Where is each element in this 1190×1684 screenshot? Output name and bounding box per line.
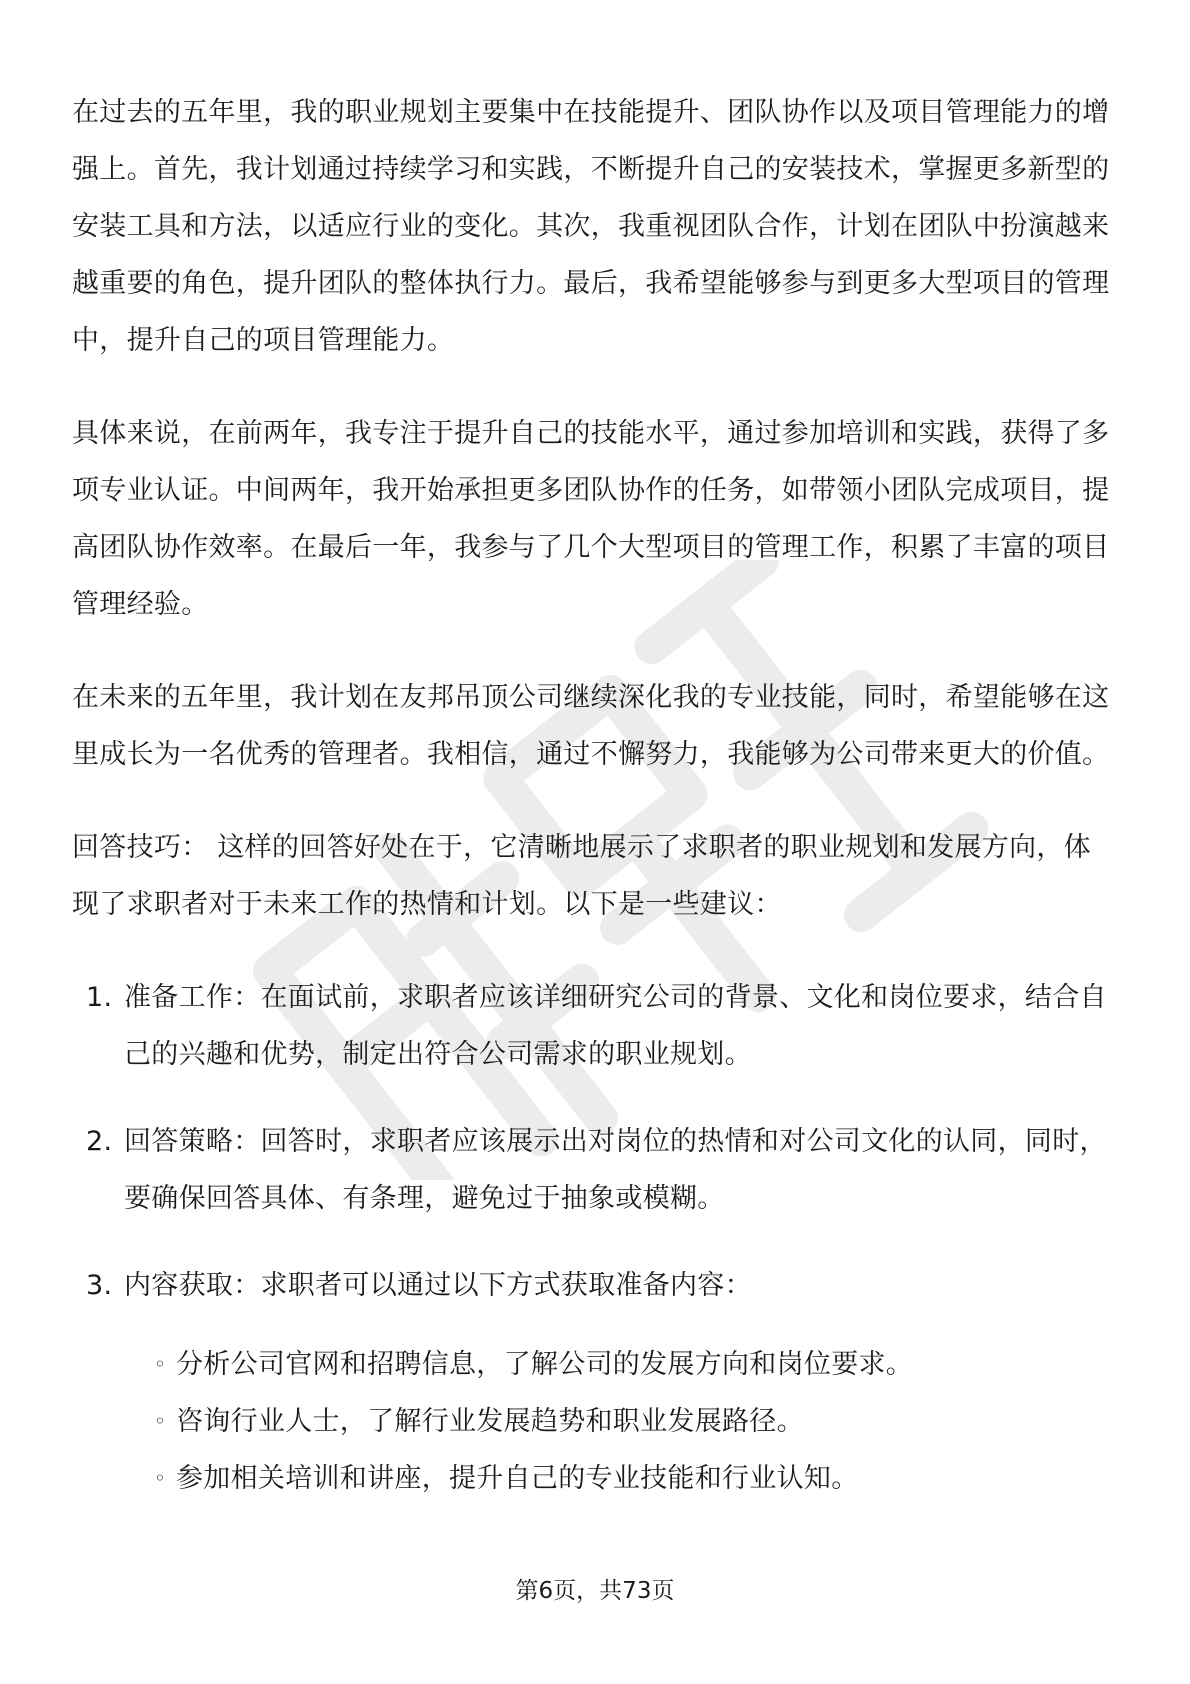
tip-number: 3. [86,1270,113,1301]
tip-item-3 [72,1257,1112,1507]
sub-item [124,1450,1112,1507]
hollow-bullet-icon: ◦ [154,1466,167,1490]
hollow-bullet-icon: ◦ [154,1352,167,1376]
paragraph-details: 具体来说，在前两年，我专注于提升自己的技能水平，通过参加培训和实践，获得了多项专业认证。中间两年，我开始承担更多团队协作的任务，如带领小团队完成项目，提高团队协作效率。在最后一年，我参与了几个大型项目的管理工作，积累了丰富的项目管理经验。 [72,418,1110,620]
paragraph-future: 在未来的五年里，我计划在友邦吊顶公司继续深化我的专业技能，同时，希望能够在这里成长为一名优秀的管理者。我相信，通过不懈努力，我能够为公司带来更大的价值。 [72,682,1110,770]
tip-text: 内容获取：求职者可以通过以下方式获取准备内容： [124,1270,752,1301]
sub-item [124,1336,1112,1393]
tip-number: 1. [86,982,113,1013]
sub-item [124,1393,1112,1450]
hollow-bullet-icon: ◦ [154,1409,167,1433]
tip-item-1 [72,969,1112,1083]
tips-list [72,969,1112,1507]
sub-items-list [124,1336,1112,1507]
paragraph-career-plan: 在过去的五年里，我的职业规划主要集中在技能提升、团队协作以及项目管理能力的增强上。首先，我计划通过持续学习和实践，不断提升自己的安装技术，掌握更多新型的安装工具和方法，以适应行业的变化。其次，我重视团队合作，计划在团队中扮演越来越重要的角色，提升团队的整体执行力。最后，我希望能够参与到更多大型项目的管理中，提升自己的项目管理能力。 [72,97,1110,356]
tip-text: 准备工作：在面试前，求职者应该详细研究公司的背景、文化和岗位要求，结合自己的兴趣和优势，制定出符合公司需求的职业规划。 [124,982,1107,1070]
paragraph-answer-tips: 回答技巧： 这样的回答好处在于，它清晰地展示了求职者的职业规划和发展方向，体现了求职者对于未来工作的热情和计划。以下是一些建议： [72,832,1091,920]
tip-number: 2. [86,1126,113,1157]
document-body [72,84,1112,1537]
page-number: 第6页，共73页 [515,1578,675,1604]
tip-item-2 [72,1113,1112,1227]
sub-item-text: 咨询行业人士，了解行业发展趋势和职业发展路径。 [176,1406,804,1437]
tip-text: 回答策略：回答时，求职者应该展示出对岗位的热情和对公司文化的认同，同时，要确保回答具体、有条理，避免过于抽象或模糊。 [124,1126,1107,1214]
sub-item-text: 分析公司官网和招聘信息，了解公司的发展方向和岗位要求。 [176,1349,914,1380]
sub-item-text: 参加相关培训和讲座，提升自己的专业技能和行业认知。 [176,1463,859,1494]
